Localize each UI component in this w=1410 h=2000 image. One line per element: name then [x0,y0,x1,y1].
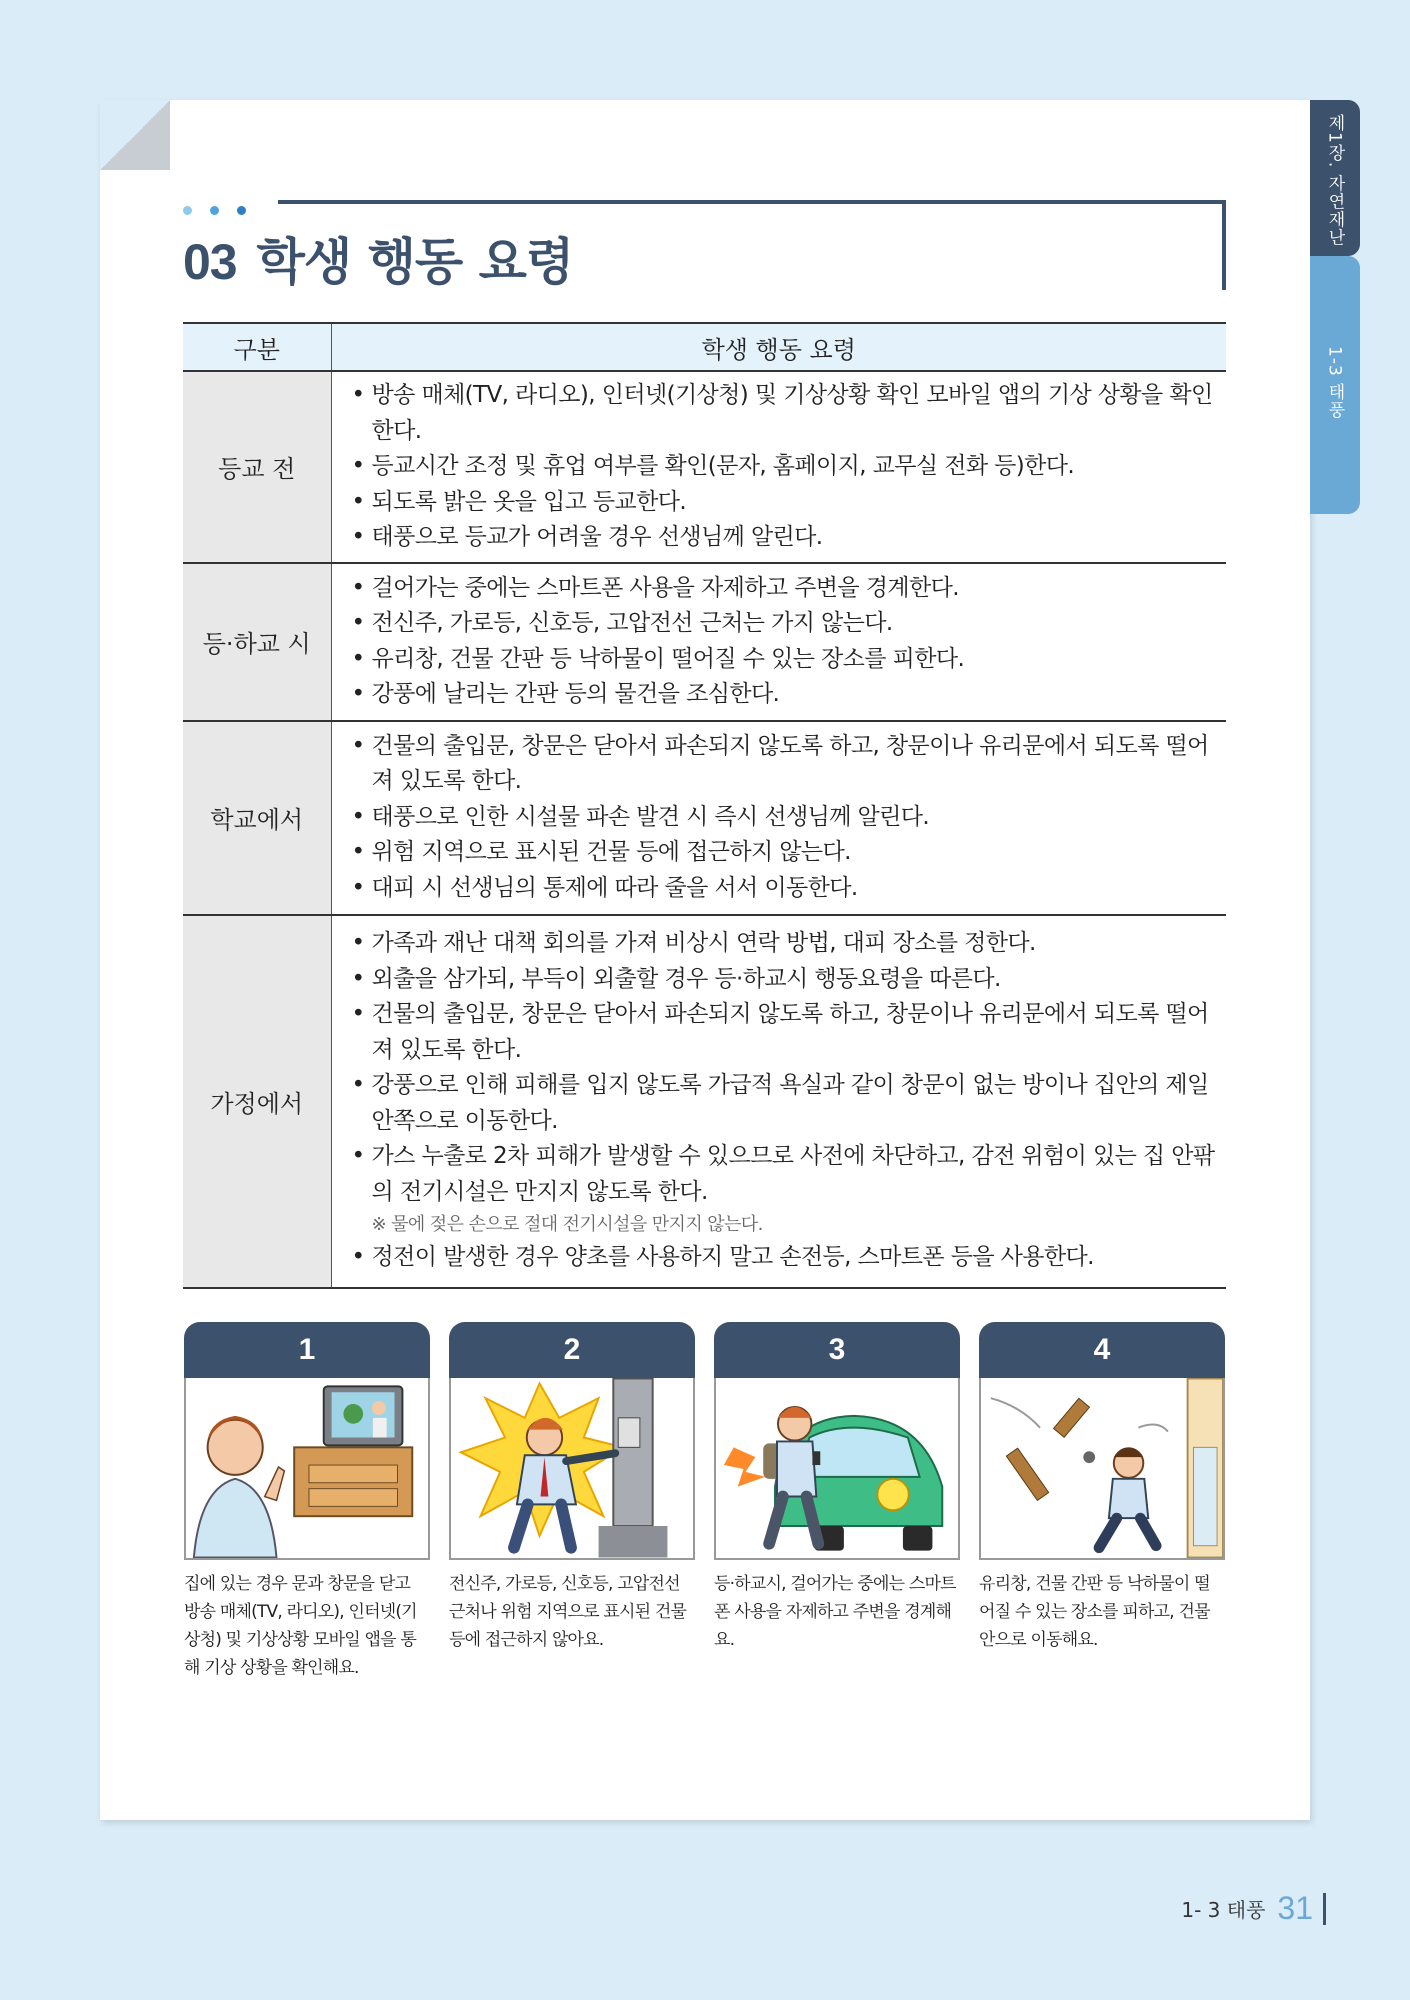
row-items [331,721,1226,915]
list-item: • 강풍으로 인해 피해를 입지 않도록 가급적 욕실과 같이 창문이 없는 방이나 집안의 제일 안쪽으로 이동한다. [350,1068,1227,1139]
falling-debris-illustration [979,1378,1225,1560]
list-item: • 외출을 삼가되, 부득이 외출할 경우 등·하교시 행동요령을 따른다. [350,962,1227,998]
panel-caption: 집에 있는 경우 문과 창문을 닫고 방송 매체(TV, 라디오), 인터넷(기상청) 및 기상상황 모바일 앱을 통해 기상 상황을 확인해요. [184,1574,417,1678]
tv-weather-illustration [184,1378,430,1560]
table-row [183,563,1226,721]
car-smartphone-illustration [714,1378,960,1560]
list-item: • 건물의 출입문, 창문은 닫아서 파손되지 않도록 하고, 창문이나 유리문에서 되도록 떨어져 있도록 한다. [350,997,1227,1068]
panel-caption: 등·하교시, 걸어가는 중에는 스마트폰 사용을 자제하고 주변을 경계해요. [714,1574,956,1650]
list-item: • 가족과 재난 대책 회의를 가져 비상시 연락 방법, 대피 장소를 정한다. [350,926,1227,962]
footer-bar [1323,1893,1326,1925]
guide-table [183,322,1226,1289]
panel-number: 1 [184,1322,430,1378]
table-row [183,915,1226,1288]
row-category: 가정에서 [183,915,331,1288]
panel-caption: 전신주, 가로등, 신호등, 고압전선 근처나 위험 지역으로 표시된 건물 등에 접근하지 않아요. [449,1574,687,1650]
list-item: • 방송 매체(TV, 라디오), 인터넷(기상청) 및 기상상황 확인 모바일 앱의 기상 상황을 확인한다. [350,378,1227,449]
list-item: • 되도록 밝은 옷을 입고 등교한다. [350,485,1227,521]
electric-shock-illustration [449,1378,695,1560]
list-item: • 등교시간 조정 및 휴업 여부를 확인(문자, 홈페이지, 교무실 전화 등)한다. [350,449,1227,485]
page-number: 31 [1277,1890,1313,1926]
tv-weather-icon [186,1378,428,1558]
list-item: • 유리창, 건물 간판 등 낙하물이 떨어질 수 있는 장소를 피한다. [350,642,1227,678]
list-item: • 태풍으로 등교가 어려울 경우 선생님께 알린다. [350,520,1227,556]
row-category: 등·하교 시 [183,563,331,721]
heading-rule [278,200,1226,204]
list-item: • 가스 누출로 2차 피해가 발생할 수 있으므로 사전에 차단하고, 감전 위험이 있는 집 안팎의 전기시설은 만지지 않도록 한다. [350,1139,1227,1210]
list-item: • 걸어가는 중에는 스마트폰 사용을 자제하고 주변을 경계한다. [350,571,1227,607]
panel-number: 4 [979,1322,1225,1378]
panel-caption: 유리창, 건물 간판 등 낙하물이 떨어질 수 있는 장소를 피하고, 건물 안으로 이동해요. [979,1574,1210,1650]
page-title [183,222,573,294]
table-row [183,371,1226,563]
row-items [331,915,1226,1288]
car-icon [716,1378,958,1558]
illustration-panel-4 [979,1322,1225,1654]
table-header-row [183,323,1226,371]
list-item: • 전신주, 가로등, 신호등, 고압전선 근처는 가지 않는다. [350,606,1227,642]
col-header-actions: 학생 행동 요령 [331,323,1226,371]
list-item: • 정전이 발생한 경우 양초를 사용하지 말고 손전등, 스마트폰 등을 사용한다. [350,1240,1227,1276]
list-item: • 강풍에 날리는 간판 등의 물건을 조심한다. [350,677,1227,713]
list-item: • 건물의 출입문, 창문은 닫아서 파손되지 않도록 하고, 창문이나 유리문에서 되도록 떨어져 있도록 한다. [350,729,1227,800]
electric-pole-icon [451,1378,693,1558]
row-category: 등교 전 [183,371,331,563]
heading-dots [183,200,264,219]
chapter-tab[interactable] [1310,100,1360,256]
illustration-panel-2 [449,1322,695,1654]
footer-section: 1- 3 태풍 [1181,1898,1266,1922]
list-item: • 대피 시 선생님의 통제에 따라 줄을 서서 이동한다. [350,871,1227,907]
falling-sign-icon [981,1378,1223,1558]
heading-rule-end [1222,200,1226,290]
illustration-panel-3 [714,1322,960,1654]
row-category: 학교에서 [183,721,331,915]
section-tab-label: 1-3 태풍 [1324,346,1345,420]
list-item: • 태풍으로 인한 시설물 파손 발견 시 즉시 선생님께 알린다. [350,800,1227,836]
table-row [183,721,1226,915]
page-footer [1181,1890,1326,1927]
chapter-tab-label: 제1장. 자연재난 [1324,114,1345,247]
panel-number: 3 [714,1322,960,1378]
list-note: ※ 물에 젖은 손으로 절대 전기시설을 만지지 않는다. [371,1214,763,1236]
page-fold-corner [100,100,170,170]
row-items [331,371,1226,563]
list-item: • 위험 지역으로 표시된 건물 등에 접근하지 않는다. [350,835,1227,871]
section-tab[interactable] [1310,256,1360,514]
row-items [331,563,1226,721]
col-header-category: 구분 [183,323,331,371]
section-title: 학생 행동 요령 [256,233,574,291]
panel-number: 2 [449,1322,695,1378]
illustration-panel-1 [184,1322,430,1682]
section-number: 03 [183,234,237,290]
